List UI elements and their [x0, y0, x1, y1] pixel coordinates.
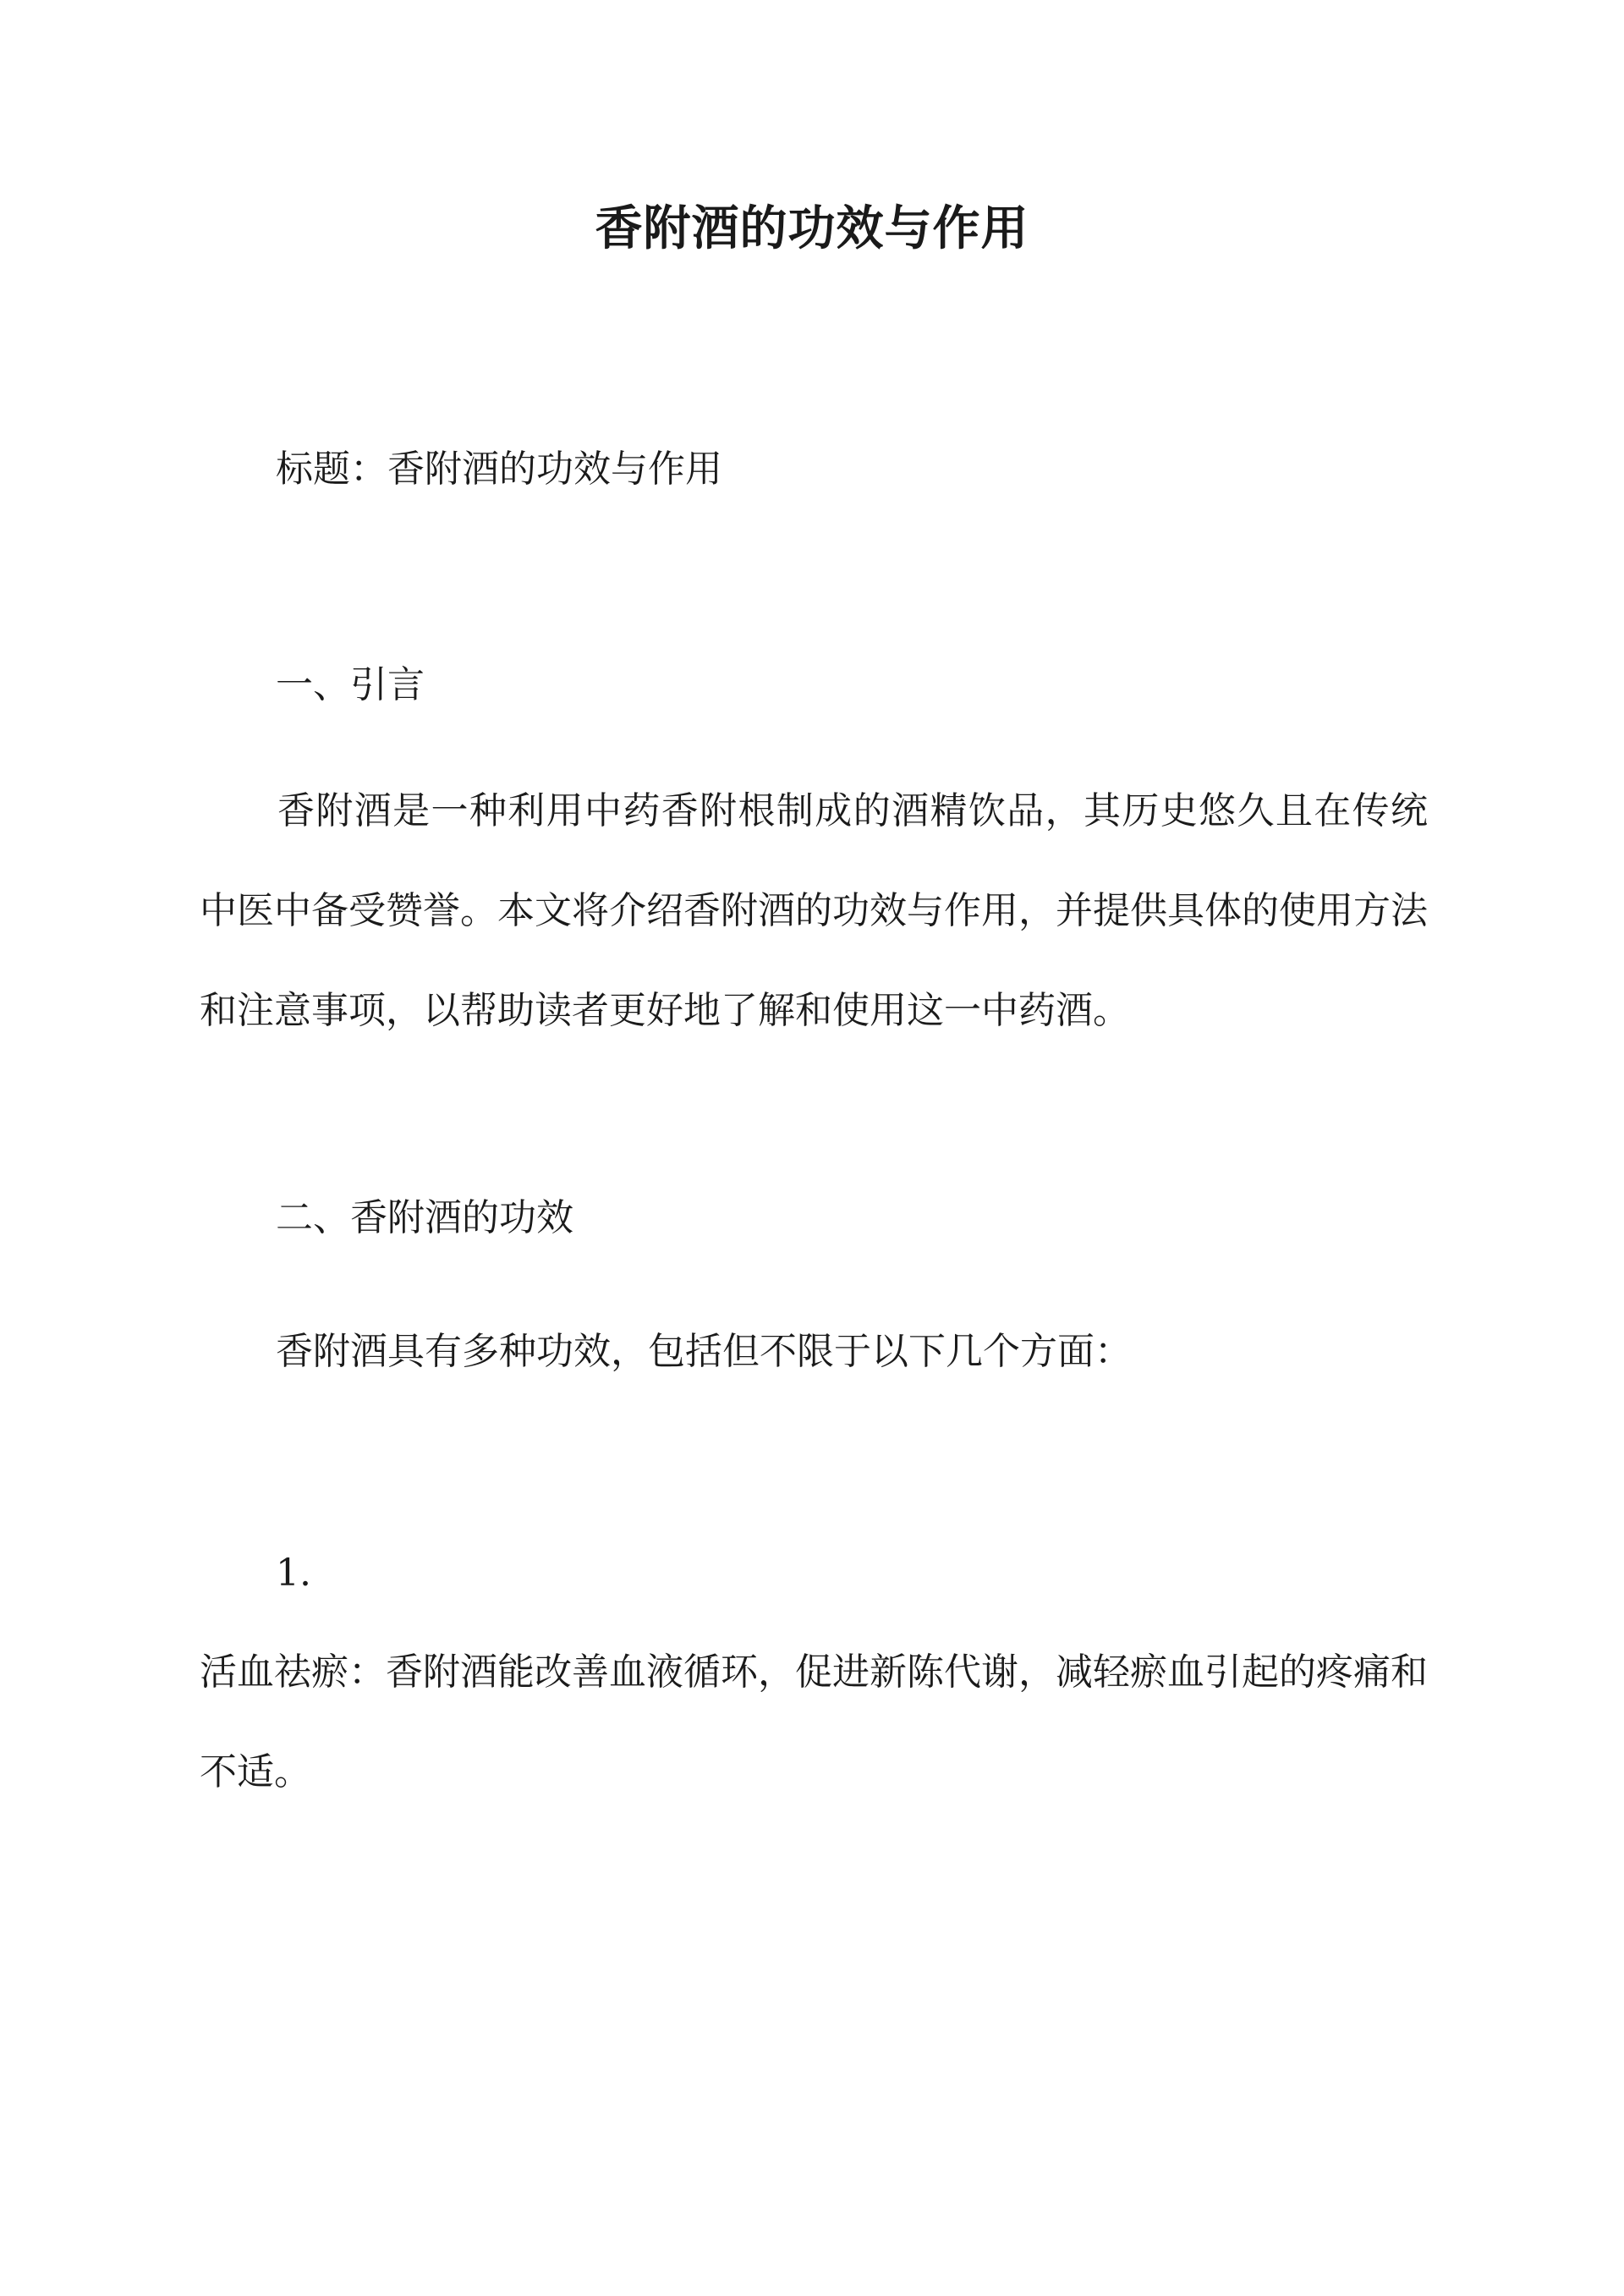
- introduction-paragraph: 香附酒是一种利用中药香附根制成的酒精饮品，其历史悠久且在传统中医中备受赞誉。本文将介绍香附酒的功效与作用，并提供具体的使用方法和注意事项，以帮助读者更好地了解和使用这一中药酒。: [200, 789, 1428, 1032]
- effects-intro-paragraph: 香附酒具有多种功效，包括但不限于以下几个方面：: [276, 1330, 1132, 1373]
- title-label-line: 标题：香附酒的功效与作用: [276, 448, 722, 491]
- section-heading-introduction: 一、引言: [276, 663, 425, 706]
- section-heading-effects: 二、香附酒的功效: [276, 1196, 573, 1239]
- document-title: 香附酒的功效与作用: [595, 200, 1029, 256]
- list-item-text: 活血祛瘀：香附酒能改善血液循环，促进新陈代谢，减轻瘀血引起的疼痛和不适。: [200, 1651, 1428, 1793]
- list-item-number: 1.: [276, 1552, 311, 1595]
